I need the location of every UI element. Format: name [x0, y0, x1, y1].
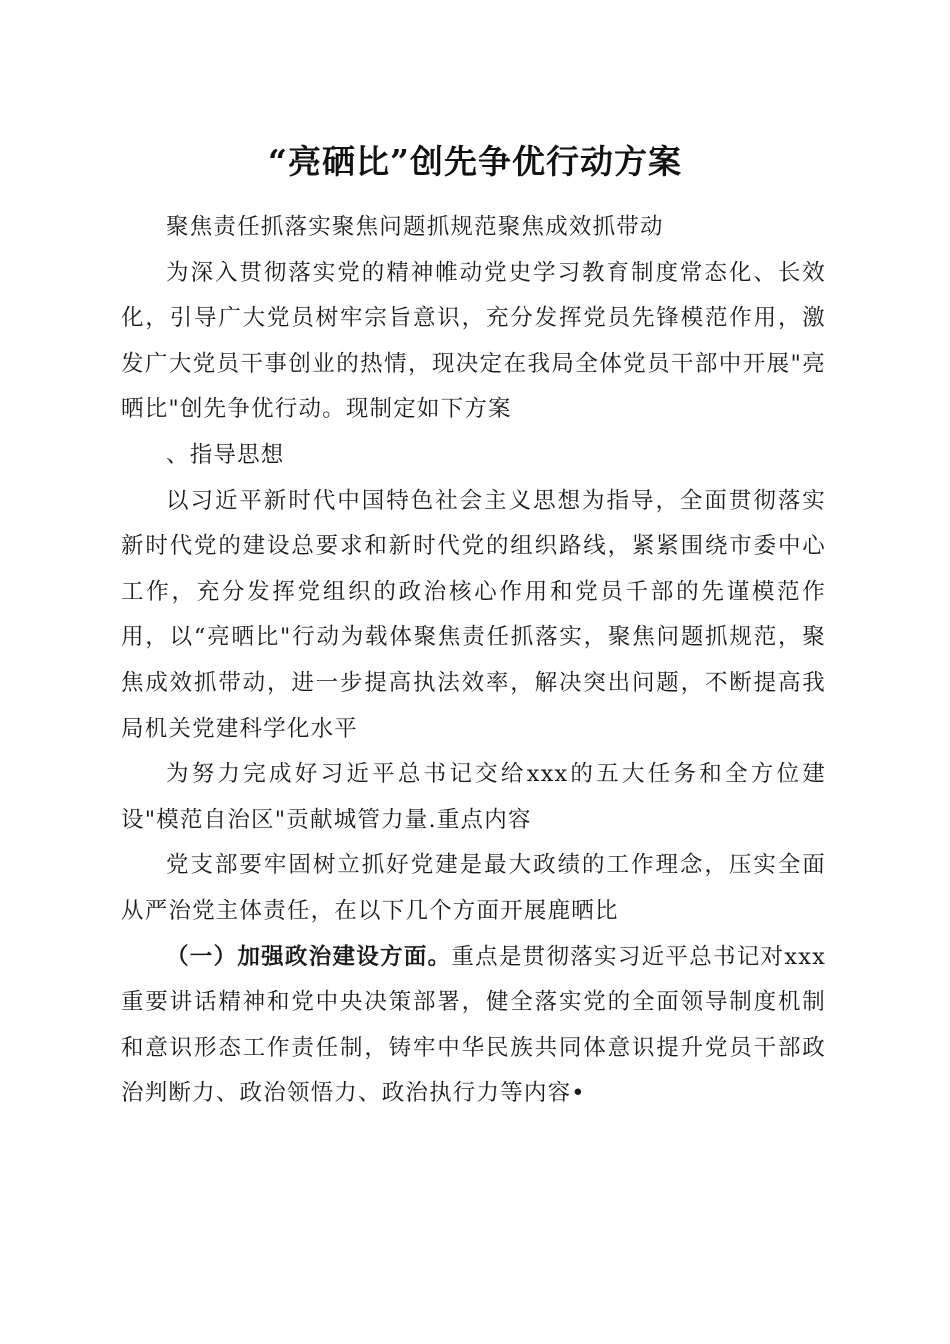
paragraph-intro: 为深入贯彻落实党的精神帷动党史学习教育制度常态化、长效化，引导广大党员树牢宗旨意识，充分发挥党员先锋模范作用，激发广大党员干事创业的热情，现决定在我局全体党员干部中开展"亮晒比"创先争优行动。现制定如下方案: [121, 259, 826, 423]
paragraph-party-branch: 党支部要牢固树立抓好党建是最大政绩的工作理念，压实全面从严治党主体责任，在以下几个方面开展鹿晒比: [121, 852, 826, 924]
paragraph-political-construction: [121, 935, 826, 1117]
section-heading-guiding-ideology: 、指导思想: [166, 441, 285, 468]
political-construction-text: 重点是贯彻落实习近平总书记对xxx重要讲话精神和党中央决策部署，健全落实党的全面领导制度机制和意识形态工作责任制，铸牢中华民族共同体意识提升党员干部政治判断力、政治领悟力、政治执行力等内容•: [121, 943, 827, 1107]
document-title: “亮硒比”创先争优行动方案: [268, 142, 682, 181]
paragraph-tasks-key-content: 为努力完成好习近平总书记交给xxx的五大任务和全方位建设"模范自治区"贡献城管力量.重点内容: [121, 761, 826, 833]
political-construction-lead: （一）加强政治建设方面。: [166, 943, 452, 970]
paragraph-subtitle: 聚焦责任抓落实聚焦问题抓规范聚焦成效抓带动: [166, 214, 664, 240]
paragraph-guiding-ideology: 以习近平新时代中国特色社会主义思想为指导，全面贯彻落实新时代党的建设总要求和新时代党的组织路线，紧紧围绕市委中心工作，充分发挥党组织的政治核心作用和党员千部的先谨模范作用，以“亮晒比"行动为载体聚焦责任抓落实，聚焦问题抓规范，聚焦成效抓带动，进一步提高执法效率，解决突出问题，不断提高我局机关党建科学化水平: [121, 487, 826, 742]
document-body: [121, 205, 826, 1117]
